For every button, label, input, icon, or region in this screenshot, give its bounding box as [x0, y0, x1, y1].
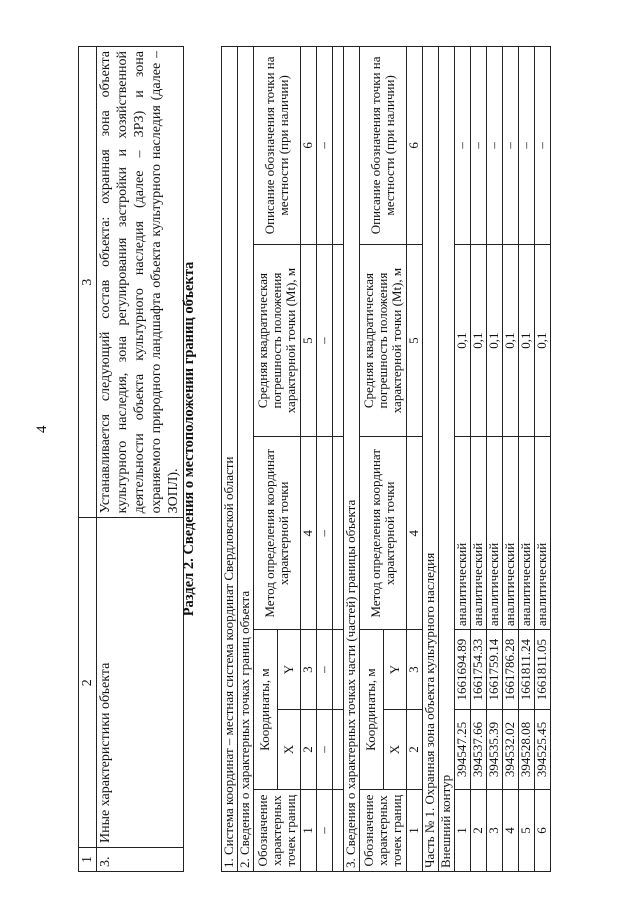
part-title: Часть № 1. Охранная зона объекта культурного наследия [423, 47, 439, 872]
table-row [519, 47, 535, 872]
point-number: 3 [487, 790, 503, 872]
point-method: аналитический [503, 437, 519, 630]
point-y: 1661754.33 [471, 630, 487, 710]
column-number: 4 [407, 437, 423, 630]
col-coords-header: Координаты, м [254, 630, 278, 790]
table-row [455, 47, 471, 872]
table-row [535, 47, 551, 872]
col-description-header: Описание обозначения точки на местности (при наличии) [360, 47, 407, 245]
point-number: 6 [535, 790, 551, 872]
column-number: 5 [407, 244, 423, 437]
point-number: 2 [471, 790, 487, 872]
point-method: аналитический [455, 437, 471, 630]
dash-cell: – [317, 244, 333, 437]
coordinates-table [221, 46, 551, 872]
point-description: – [535, 47, 551, 245]
point-x: 394532.02 [503, 710, 519, 790]
col-error-header: Средняя квадратическая погрешность положения характерной точки (Mt), м [360, 244, 407, 437]
col-y-header: Y [383, 630, 407, 710]
point-y: 1661694.89 [455, 630, 471, 710]
row-number: 3. [97, 848, 184, 872]
section-title: Раздел 2. Сведения о местоположении границ объекта [181, 261, 197, 617]
coordinate-system: 1. Система координат – местная система координат Свердловской области [222, 47, 238, 872]
col-x-header: X [277, 710, 301, 790]
characteristics-table [78, 46, 184, 872]
point-x: 394537.66 [471, 710, 487, 790]
subsection-boundary-points: 2. Сведения о характерных точках границ объекта [238, 47, 254, 872]
column-number: 1 [407, 790, 423, 872]
column-number: 6 [407, 47, 423, 245]
column-number: 4 [301, 437, 317, 630]
dash-cell: – [317, 47, 333, 245]
point-method: аналитический [535, 437, 551, 630]
header-cell: 3 [79, 47, 97, 518]
point-number: 4 [503, 790, 519, 872]
table-header-row [79, 47, 97, 872]
point-error: 0,1 [535, 244, 551, 437]
col-y-header: Y [277, 630, 301, 710]
contour-title: Внешний контур [439, 47, 455, 872]
col-description-header: Описание обозначения точки на местности (при наличии) [254, 47, 301, 245]
point-method: аналитический [487, 437, 503, 630]
point-method: аналитический [471, 437, 487, 630]
dash-cell: – [317, 790, 333, 872]
point-description: – [503, 47, 519, 245]
point-x: 394525.45 [535, 710, 551, 790]
point-y: 1661786.28 [503, 630, 519, 710]
table-row [317, 47, 333, 872]
header-cell: 1 [79, 848, 97, 872]
point-y: 1661759.14 [487, 630, 503, 710]
dash-cell: – [317, 710, 333, 790]
column-number: 2 [301, 710, 317, 790]
point-error: 0,1 [487, 244, 503, 437]
point-x: 394528.08 [519, 710, 535, 790]
col-error-header: Средняя квадратическая погрешность положения характерной точки (Mt), м [254, 244, 301, 437]
subsection-part-points: 3. Сведения о характерных точках части (частей) границы объекта [344, 47, 360, 872]
column-number-row [407, 47, 423, 872]
point-error: 0,1 [519, 244, 535, 437]
col-designation-header: Обозначение характерных точек границ [360, 790, 407, 872]
dash-cell: – [317, 630, 333, 710]
characteristic-name: Иные характеристики объекта [97, 518, 184, 848]
column-number: 1 [301, 790, 317, 872]
point-error: 0,1 [503, 244, 519, 437]
point-method: аналитический [519, 437, 535, 630]
point-description: – [471, 47, 487, 245]
col-designation-header: Обозначение характерных точек границ [254, 790, 301, 872]
point-x: 394547.25 [455, 710, 471, 790]
table-row [503, 47, 519, 872]
col-x-header: X [383, 710, 407, 790]
table-row [471, 47, 487, 872]
point-number: 1 [455, 790, 471, 872]
point-error: 0,1 [455, 244, 471, 437]
point-description: – [519, 47, 535, 245]
point-number: 5 [519, 790, 535, 872]
column-number: 3 [301, 630, 317, 710]
dash-cell: – [317, 437, 333, 630]
table-row [97, 47, 184, 872]
table-row [487, 47, 503, 872]
point-y: 1661811.05 [535, 630, 551, 710]
page-number: 4 [34, 425, 50, 433]
col-method-header: Метод определения координат характерной точки [254, 437, 301, 630]
column-number: 6 [301, 47, 317, 245]
header-cell: 2 [79, 518, 97, 848]
point-description: – [455, 47, 471, 245]
column-number: 5 [301, 244, 317, 437]
col-coords-header: Координаты, м [360, 630, 384, 790]
col-method-header: Метод определения координат характерной точки [360, 437, 407, 630]
column-number: 3 [407, 630, 423, 710]
characteristic-description: Устанавливается следующий состав объекта: охранная зона объекта культурного наследия, зона регулирования застройки и хозяйственной деятельности объекта культурного наследия (далее – ЗРЗ) и зона охраняемого природного ландшафта объекта культурного наследия (далее – ЗОПЛ). [97, 47, 184, 518]
spacer-row [333, 47, 344, 872]
column-number: 2 [407, 710, 423, 790]
column-number-row [301, 47, 317, 872]
point-x: 394535.39 [487, 710, 503, 790]
point-description: – [487, 47, 503, 245]
point-error: 0,1 [471, 244, 487, 437]
point-y: 1661811.24 [519, 630, 535, 710]
